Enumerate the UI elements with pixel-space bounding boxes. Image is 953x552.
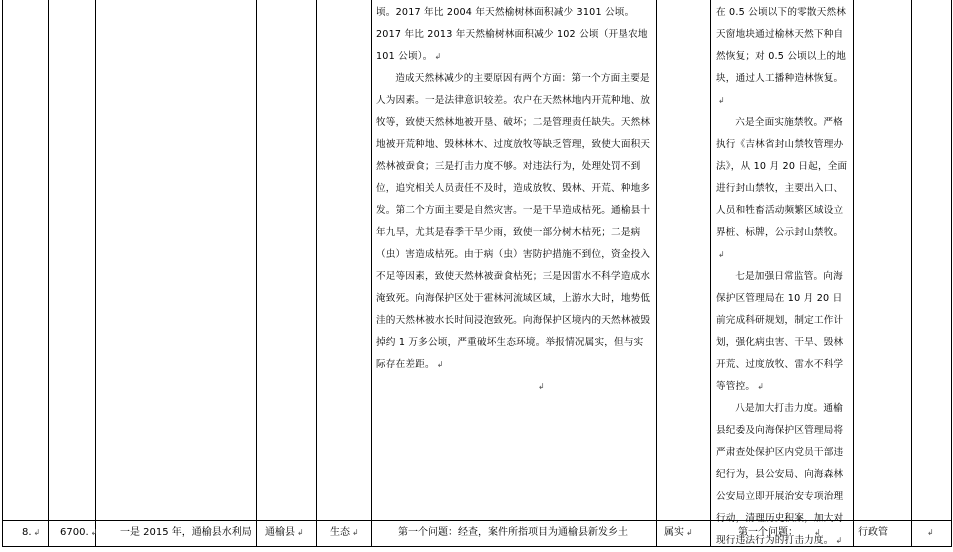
paragraph-mark: ↲ xyxy=(538,382,545,391)
column-divider xyxy=(371,0,372,547)
detail-cell xyxy=(376,2,652,398)
complaint-content: 一是 2015 年，通榆县水利局 xyxy=(120,527,252,538)
column-divider xyxy=(853,0,854,547)
region: 通榆县 ↲ xyxy=(265,527,304,538)
column-divider xyxy=(911,0,912,547)
case-id: 6700. ↲ xyxy=(60,527,98,538)
detail-paragraph: 造成天然林减少的主要原因有两个方面：第一个方面主要是人为因素。一是法律意识较差。农户在天然林地内开荒种地、放牧等，致使天然林地被开垦、破坏；二是管理责任缺失。天然林地被开荒种地、毁林林木、过度放牧等缺乏管理，致使大面积天然林被蚕食；三是打击力度不够。对违法行为，处理处罚不到位，追究相关人员责任不及时，造成放牧、毁林、开荒、种地多发。第二个方面主要是自然灾害。一是干旱造成枯死。通榆县十年九旱，尤其是春季干旱少雨，致使一部分树木枯死；二是病（虫）害造成枯死。由于病（虫）害防护措施不到位，资金投入不足等因素，致使天然林被蚕食枯死；三是因雷水不科学造成水淹致死。向海保护区处于霍林河流域区域，上游水大时，地势低洼的天然林被水长时间浸泡致死。向海保护区境内的天然林被毁掉约 1 万多公顷，严重破坏生态环境。举报情况属实，但与实际存在差距。 ↲ xyxy=(376,73,651,370)
measures-paragraph: 八是加大打击力度。通榆县纪委及向海保护区管理局将严肃查处保护区内党员干部违纪行为，县公安局、向海森林公安局立即开展治安专项治理行动，清理历史积案，加大对现行违法行为的打击力度。 ↲ xyxy=(716,403,844,546)
verdict: 属实 ↲ xyxy=(664,527,693,538)
measures-cell xyxy=(716,2,850,552)
column-divider xyxy=(316,0,317,547)
detail-paragraph: 顷。2017 年比 2004 年天然榆树林面积减少 3101 公顷。2017 年比 2013 年天然榆树林面积减少 102 公顷（开垦农地 101 公顷）。 ↲ xyxy=(376,7,648,62)
column-divider xyxy=(656,0,657,547)
column-divider xyxy=(256,0,257,547)
column-divider xyxy=(710,0,711,547)
column-divider xyxy=(48,0,49,547)
finding: 第一个问题：经查，案件所指项目为通榆县新发乡土 xyxy=(398,527,628,538)
responsible: 行政管 xyxy=(858,527,888,538)
cell-mark: ↲ xyxy=(927,528,934,537)
row-number: 8. ↲ xyxy=(22,527,41,538)
issue-type: 生态 ↲ xyxy=(330,527,359,538)
table-border-right xyxy=(951,0,952,547)
table-border-left xyxy=(2,0,3,547)
measure: 第一个问题： ↲ xyxy=(738,527,821,538)
measures-paragraph: 七是加强日常监管。向海保护区管理局在 10 月 20 日前完成科研规划，制定工作计划，强化病虫害、干旱、毁林开荒、过度放牧、雷水不科学等管控。 ↲ xyxy=(716,271,844,392)
measures-paragraph: 六是全面实施禁牧。严格执行《吉林省封山禁牧管理办法》，从 10 月 20 日起，全面进行封山禁牧，主要出入口、人员和牲畜活动频繁区域设立界桩、标牌，公示封山禁牧。↲ xyxy=(716,117,848,259)
column-divider xyxy=(95,0,96,547)
measures-paragraph: 在 0.5 公顷以下的零散天然林天窗地块通过榆林天然下种自然恢复；对 0.5 公顷以上的地块，通过人工播种造林恢复。↲ xyxy=(716,7,847,105)
